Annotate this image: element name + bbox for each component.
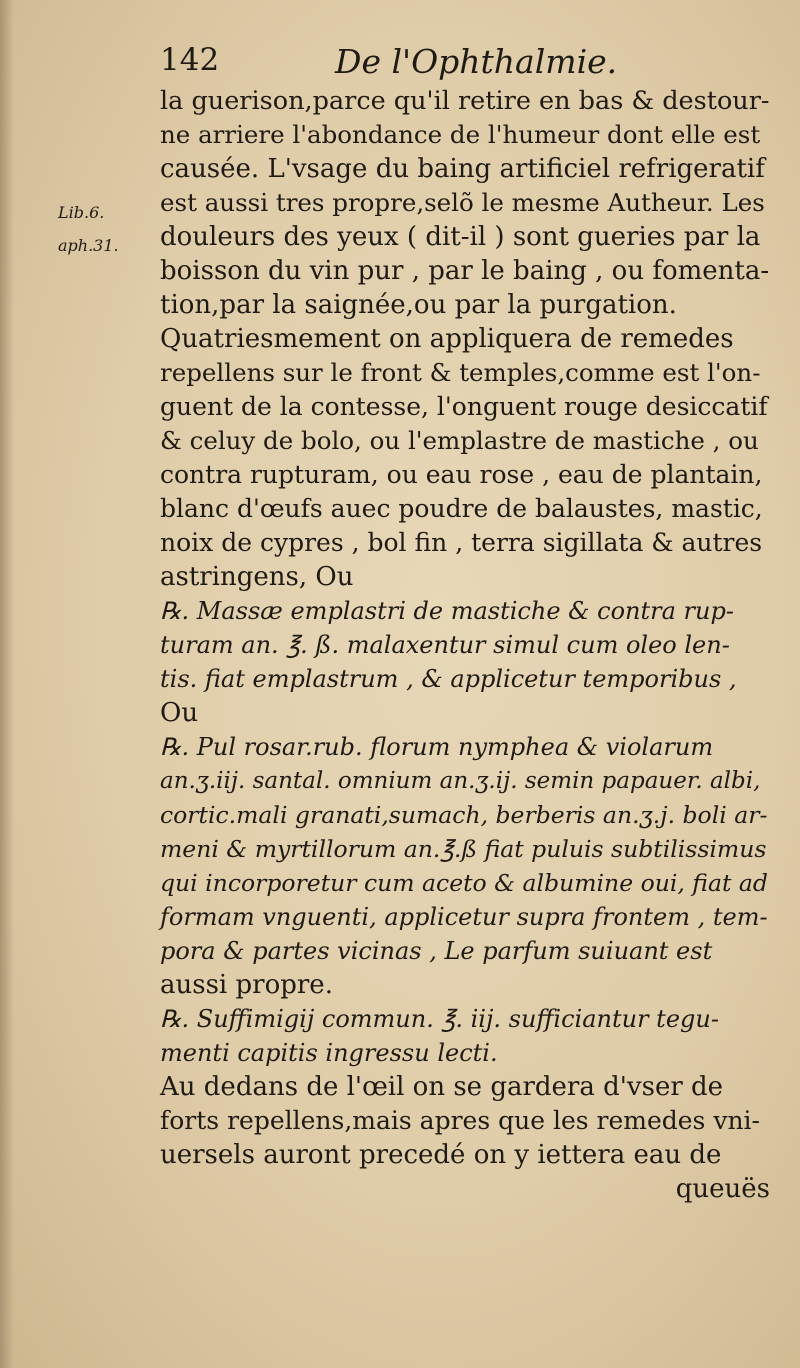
- text-line: boisson du vin pur , par le baing , ou fomenta-: [160, 256, 770, 286]
- text-line: uersels auront precedé on y iettera eau de: [160, 1140, 722, 1170]
- text-line: Ou: [160, 698, 199, 728]
- text-line: ℞. Pul rosar.rub. florum nymphea & violarum: [160, 733, 714, 761]
- text-line: ne arriere l'abondance de l'humeur dont elle est: [160, 120, 761, 149]
- text-line: guent de la contesse, l'onguent rouge desiccatif: [160, 392, 768, 421]
- text-line: tis. fiat emplastrum , & applicetur temporibus ,: [160, 665, 737, 693]
- text-line: forts repellens,mais apres que les remedes vni-: [160, 1106, 760, 1135]
- text-line: ℞. Massæ emplastri de mastiche & contra rup-: [160, 597, 734, 625]
- text-line: turam an. ℥. ß. malaxentur simul cum oleo len-: [160, 631, 730, 659]
- page-gutter-shadow: [0, 0, 14, 1368]
- text-line: est aussi tres propre,selõ le mesme Autheur. Les: [160, 188, 765, 217]
- page-number: 142: [160, 42, 220, 78]
- text-line: aussi propre.: [160, 970, 333, 1000]
- margin-notes: [58, 196, 119, 262]
- text-line: tion,par la saignée,ou par la purgation.: [160, 290, 677, 320]
- text-line: noix de cypres , bol fin , terra sigillata & autres: [160, 528, 763, 557]
- text-line: pora & partes vicinas , Le parfum suiuant est: [160, 937, 713, 965]
- text-line: formam vnguenti, applicetur supra frontem , tem-: [160, 903, 768, 931]
- text-line: Quatriesmement on appliquera de remedes: [160, 324, 734, 354]
- text-line: astringens, Ou: [160, 562, 354, 592]
- margin-note-aphorism: aph.31.: [58, 236, 119, 255]
- text-line: cortic.mali granati,sumach, berberis an.ʒ.j. boli ar-: [160, 801, 768, 829]
- text-line: contra rupturam, ou eau rose , eau de plantain,: [160, 460, 763, 489]
- text-line: Au dedans de l'œil on se gardera d'vser de: [160, 1072, 724, 1102]
- text-line: an.ʒ.iij. santal. omnium an.ʒ.ij. semin papauer. albi,: [160, 768, 761, 794]
- text-line: douleurs des yeux ( dit-il ) sont gueries par la: [160, 222, 761, 252]
- running-head: [160, 42, 640, 86]
- text-line: causée. L'vsage du baing artificiel refrigeratif: [160, 154, 765, 184]
- text-line: ℞. Suffimigij commun. ℥. iij. sufficiantur tegu-: [160, 1005, 719, 1033]
- text-line: la guerison,parce qu'il retire en bas & destour-: [160, 86, 770, 116]
- text-line: blanc d'œufs auec poudre de balaustes, mastic,: [160, 494, 763, 523]
- body-text: [160, 84, 770, 1206]
- text-line: meni & myrtillorum an.℥.ß fiat puluis subtilissimus: [160, 835, 767, 863]
- catchword: queuës: [675, 1174, 770, 1204]
- text-line: & celuy de bolo, ou l'emplastre de mastiche , ou: [160, 426, 759, 455]
- text-line: menti capitis ingressu lecti.: [160, 1039, 498, 1067]
- margin-note-book: Lib.6.: [58, 203, 105, 222]
- text-line: qui incorporetur cum aceto & albumine oui, fiat ad: [160, 869, 768, 897]
- page-title: De l'Ophthalmie.: [335, 42, 618, 81]
- text-line: repellens sur le front & temples,comme est l'on-: [160, 358, 761, 387]
